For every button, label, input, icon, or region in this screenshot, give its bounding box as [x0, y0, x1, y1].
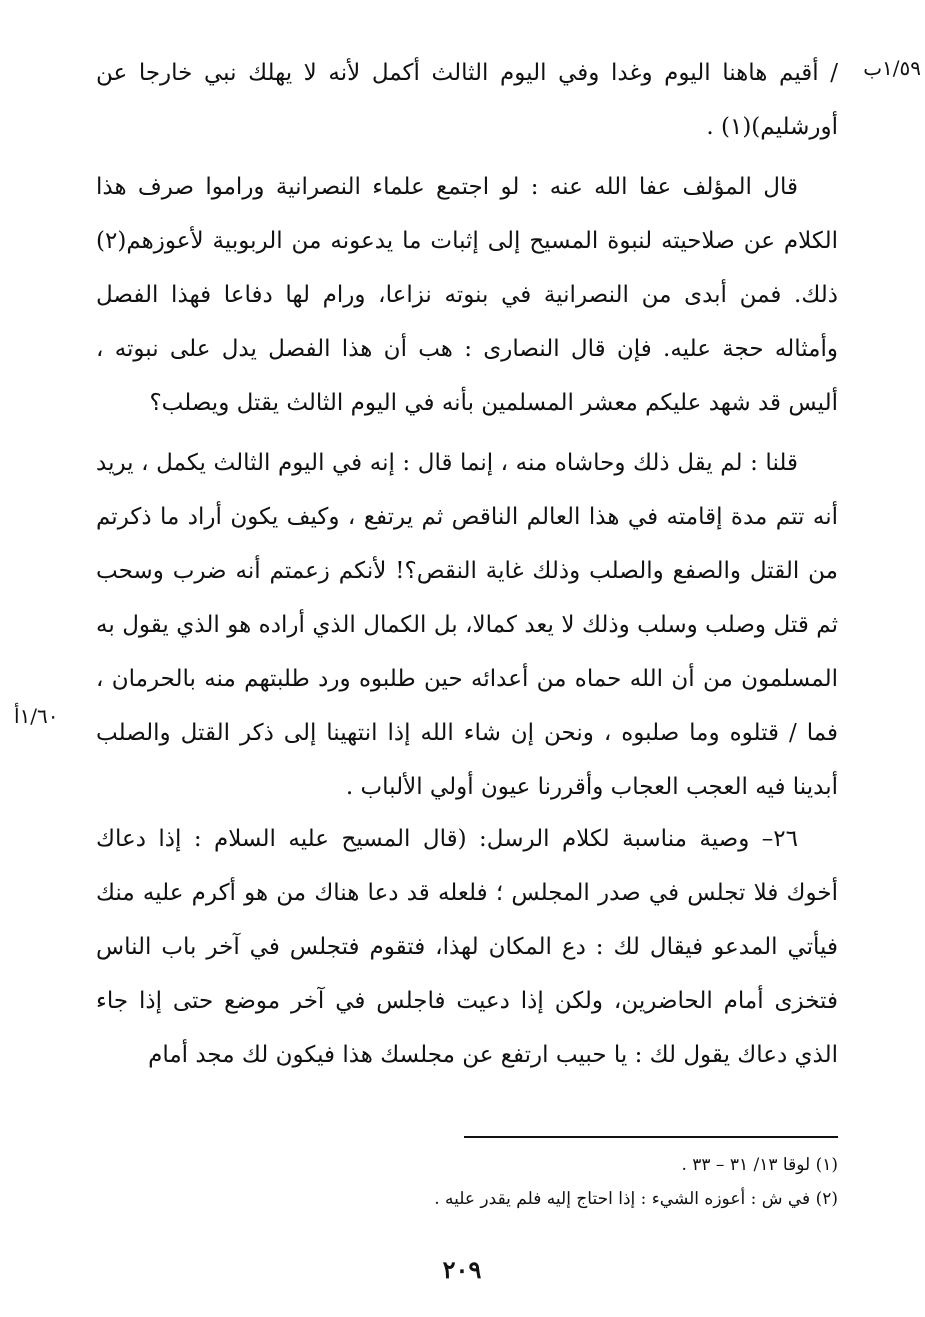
paragraph-2-block: [96, 160, 838, 430]
margin-folio-note-middle: ١/٦٠أ: [14, 704, 59, 728]
paragraph-1: / أقيم هاهنا اليوم وغدا وفي اليوم الثالث أكمل لأنه لا يهلك نبي خارجا عن أورشليم)(١) .: [96, 60, 838, 140]
paragraph-2: قال المؤلف عفا الله عنه : لو اجتمع علماء النصرانية وراموا صرف هذا الكلام عن صلاحيته لنبوة المسيح إلى إثبات ما يدعونه من الربوبية لأعوزهم(٢) ذلك. فمن أبدى من النصرانية في بنوته نزاعا، ورام لها دفاعا فهذا الفصل وأمثاله حجة عليه. فإن قال النصارى : هب أن هذا الفصل يدل على نبوته ، أليس قد شهد عليكم معشر المسلمين بأنه في اليوم الثالث يقتل ويصلب؟: [96, 174, 838, 416]
paragraph-4: ٢٦– وصية مناسبة لكلام الرسل: (قال المسيح عليه السلام : إذا دعاك أخوك فلا تجلس في صدر المجلس ؛ فلعله قد دعا هناك من هو أكرم عليه منك فيأتي المدعو فيقال لك : دع المكان لهذا، فتقوم فتجلس في آخر باب الناس فتخزى أمام الحاضرين، ولكن إذا دعيت فاجلس في آخر موضع حتى إذا جاء الذي دعاك يقول لك : يا حبيب ارتفع عن مجلسك هذا فيكون لك مجد أمام: [96, 826, 838, 1068]
paragraph-4-block: [96, 812, 838, 1082]
page-number: ٢٠٩: [442, 1255, 482, 1284]
paragraph-1-block: [96, 46, 838, 154]
margin-folio-note-top: ١/٥٩ب: [863, 56, 921, 80]
footnotes: [300, 1148, 838, 1216]
paragraph-3-block: [96, 436, 838, 814]
footnote-2: (٢) في ش : أعوزه الشيء : إذا احتاج إليه فلم يقدر عليه .: [434, 1189, 838, 1209]
footnote-divider: [464, 1136, 838, 1138]
paragraph-3: قلنا : لم يقل ذلك وحاشاه منه ، إنما قال : إنه في اليوم الثالث يكمل ، يريد أنه تتم مدة إقامته في هذا العالم الناقص ثم يرتفع ، وكيف يكون أراد ما ذكرتم من القتل والصفع والصلب وذلك غاية النقص؟! لأنكم زعمتم أنه ضرب وسحب ثم قتل وصلب وسلب وذلك لا يعد كمالا، بل الكمال الذي أراده هو الذي يقول به المسلمون من أن الله حماه من أعدائه حين طلبوه ورد طلبتهم منه بالحرمان ، فما / قتلوه وما صلبوه ، ونحن إن شاء الله إذا انتهينا إلى ذكر القتل والصلب أبدينا فيه العجب العجاب وأقررنا عيون أولي الألباب .: [96, 450, 838, 800]
footnote-1: (١) لوقا ١٣/ ٣١ – ٣٣ .: [681, 1155, 838, 1175]
